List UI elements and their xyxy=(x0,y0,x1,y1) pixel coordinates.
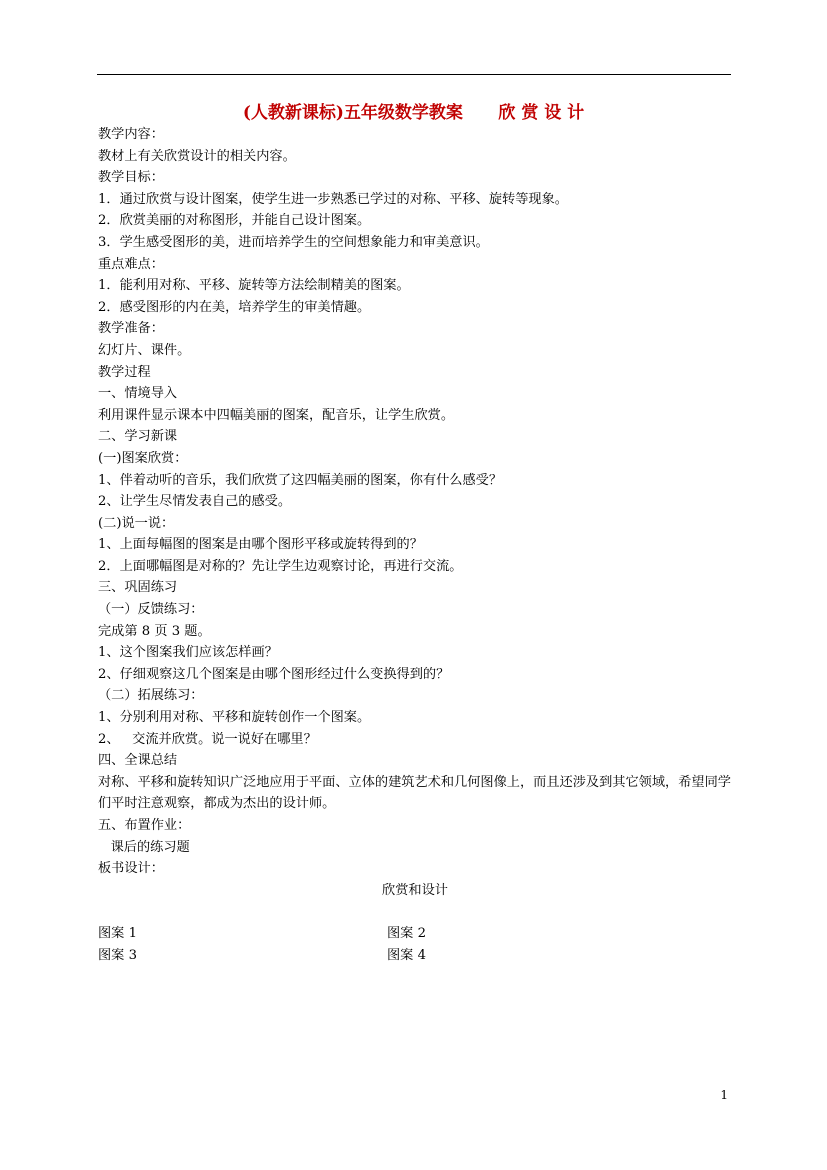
pattern-label: 图案 1 xyxy=(98,925,137,941)
pattern-label: 图案 4 xyxy=(387,947,426,963)
text-line: 一、情境导入 xyxy=(98,386,178,402)
text-line: 四、全课总结 xyxy=(98,753,178,769)
text-line: 2．上面哪幅图是对称的？先让学生边观察讨论，再进行交流。 xyxy=(98,558,463,574)
text-line: 利用课件显示课本中四幅美丽的图案，配音乐，让学生欣赏。 xyxy=(98,407,455,423)
text-line: （二）拓展练习： xyxy=(98,688,204,704)
header-rule xyxy=(97,74,731,75)
board-title: 欣赏和设计 xyxy=(382,882,448,898)
text-line: 2．感受图形的内在美，培养学生的审美情趣。 xyxy=(98,299,371,315)
pattern-row xyxy=(98,945,732,967)
text-line: 1、伴着动听的音乐，我们欣赏了这四幅美丽的图案，你有什么感受？ xyxy=(98,472,503,488)
text-line: 1、上面每幅图的图案是由哪个图形平移或旋转得到的？ xyxy=(98,537,423,553)
homework-item: 课后的练习题 xyxy=(98,839,190,855)
board-heading: 板书设计： xyxy=(98,861,164,877)
text-line: （一）反馈练习： xyxy=(98,602,204,618)
text-line: 二、学习新课 xyxy=(98,429,178,445)
summary-paragraph: 对称、平移和旋转知识广泛地应用于平面、立体的建筑艺术和几何图像上，而且还涉及到其它领域，希望同学们平时注意观察，都成为杰出的设计师。 xyxy=(98,774,731,812)
text-line: 1．能利用对称、平移、旋转等方法绘制精美的图案。 xyxy=(98,278,410,294)
text-line: 幻灯片、课件。 xyxy=(98,342,191,358)
text-line: 教学内容： xyxy=(98,127,164,142)
text-line: 1．通过欣赏与设计图案，使学生进一步熟悉已学过的对称、平移、旋转等现象。 xyxy=(98,191,568,207)
text-line: 教学过程 xyxy=(98,364,151,380)
text-line: 2．欣赏美丽的对称图形，并能自己设计图案。 xyxy=(98,213,371,229)
homework-heading: 五、布置作业： xyxy=(98,818,191,833)
text-line: 教学目标： xyxy=(98,170,164,186)
text-line: 3．学生感受图形的美，进而培养学生的空间想象能力和审美意识。 xyxy=(98,234,489,250)
pattern-row xyxy=(98,923,732,945)
spacer xyxy=(98,901,732,923)
text-line: 三、巩固练习 xyxy=(98,580,178,596)
text-line: 教学准备： xyxy=(98,321,164,337)
page-number: 1 xyxy=(720,1088,728,1102)
pattern-label: 图案 3 xyxy=(98,947,137,963)
text-line: 教材上有关欣赏设计的相关内容。 xyxy=(98,148,296,164)
text-line: 完成第 8 页 3 题。 xyxy=(98,623,211,639)
document-title: (人教新课标)五年级数学教案 欣 赏 设 计 xyxy=(242,103,585,123)
text-line: 1、分别利用对称、平移和旋转创作一个图案。 xyxy=(98,710,371,726)
text-line: 1、这个图案我们应该怎样画？ xyxy=(98,645,278,661)
text-line: 2、仔细观察这几个图案是由哪个图形经过什么变换得到的？ xyxy=(98,666,450,682)
text-line: 2、让学生尽情发表自己的感受。 xyxy=(98,494,292,510)
text-line: (一)图案欣赏： xyxy=(98,450,188,466)
text-line: 2、 交流并欣赏。说一说好在哪里？ xyxy=(98,731,317,747)
pattern-label: 图案 2 xyxy=(387,925,426,941)
text-line: (二)说一说： xyxy=(98,515,175,531)
document-body xyxy=(98,124,732,966)
text-line: 重点难点： xyxy=(98,256,164,272)
